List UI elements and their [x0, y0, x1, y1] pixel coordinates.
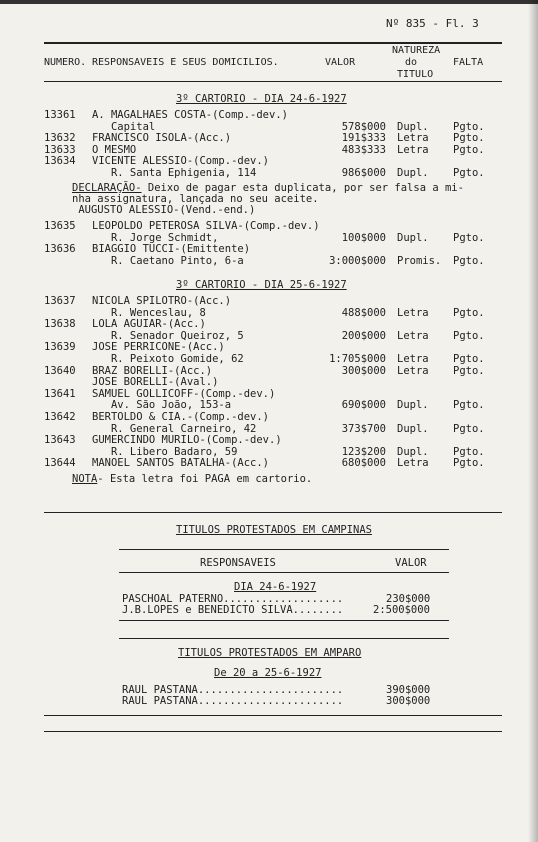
entry-natureza: Dupl.: [397, 231, 429, 244]
campinas-row-1-valor: 230$000: [386, 593, 431, 605]
campinas-col-responsaveis: RESPONSAVEIS: [200, 557, 276, 569]
entry-text: SAMUEL GOLLICOFF-(Comp.-dev.): [92, 387, 276, 400]
entry-number: 13640: [44, 364, 76, 377]
entry-text: GUMERCINDO MURILO-(Comp.-dev.): [92, 434, 282, 447]
entry-number: 13632: [44, 132, 76, 145]
amparo-date: De 20 a 25-6-1927: [214, 667, 322, 679]
entry-natureza: Promis.: [397, 254, 442, 267]
entry-natureza: Letra: [397, 353, 429, 365]
page-edge-shadow: [528, 0, 538, 842]
campinas-row-1: PASCHOAL PATERNO...................: [122, 593, 344, 605]
entry-falta: Pgto.: [453, 422, 485, 435]
entry-text: A. MAGALHAES COSTA-(Comp.-dev.): [92, 109, 288, 121]
entry-text: R. Peixoto Gomide, 62: [92, 353, 244, 365]
entry-falta: Pgto.: [453, 132, 485, 145]
entry-text: FRANCISCO ISOLA-(Acc.): [92, 132, 232, 145]
bottom-rule-1: [44, 715, 502, 716]
entry-natureza: Letra: [397, 364, 429, 377]
entry-natureza: Dupl.: [397, 167, 429, 179]
entry-valor: 483$333: [341, 143, 386, 156]
entry-natureza: Letra: [397, 457, 429, 470]
entry-valor: 690$000: [341, 399, 386, 412]
entry-falta: Pgto.: [453, 353, 485, 365]
entry-valor: 578$000: [341, 120, 386, 133]
entry-falta: Pgto.: [453, 306, 485, 319]
entry-text: R. Senador Queiroz, 5: [92, 329, 244, 342]
entry-text: R. Wenceslau, 8: [92, 306, 206, 319]
entry-valor: 300$000: [341, 364, 386, 377]
entry-text: Capital: [92, 120, 156, 133]
entry-natureza: Letra: [397, 132, 429, 145]
entry-number: 13643: [44, 434, 76, 447]
entry-text: LOLA AGUIAR-(Acc.): [92, 318, 206, 331]
entry-natureza: Dupl.: [397, 422, 429, 435]
entry-valor: 1:705$000: [329, 353, 386, 365]
header-responsaveis: RESPONSAVEIS E SEUS DOMICILIOS.: [92, 57, 279, 68]
amparo-row-1-valor: 390$000: [386, 684, 431, 696]
amparo-top-rule: [119, 638, 449, 639]
nota-label: NOTA: [72, 473, 98, 485]
amparo-row-1: RAUL PASTANA.......................: [122, 684, 344, 696]
entry-text: R. Caetano Pinto, 6-a: [92, 254, 244, 267]
campinas-header-rule: [119, 572, 449, 573]
campinas-row-2: J.B.LOPES e BENEDICTO SILVA........: [122, 604, 344, 616]
entry-valor: 488$000: [341, 306, 386, 319]
header-valor: VALOR: [325, 57, 356, 68]
header-numero: NUMERO.: [44, 57, 87, 68]
entry-text: JOSE BORELLI-(Aval.): [92, 376, 219, 389]
entry-text: R. Jorge Schmidt,: [92, 231, 219, 244]
entry-text: MANOEL SANTOS BATALHA-(Acc.): [92, 457, 270, 470]
section-title-25-6: 3º CARTORIO - DIA 25-6-1927: [176, 279, 347, 291]
entry-valor: 100$000: [341, 231, 386, 244]
section-title-24-6: 3º CARTORIO - DIA 24-6-1927: [176, 93, 347, 105]
entry-text: BERTOLDO & CIA.-(Comp.-dev.): [92, 411, 270, 423]
nota-line: [72, 474, 312, 485]
entry-valor: 3:000$000: [329, 254, 386, 267]
entry-text: BRAZ BORELLI-(Acc.): [92, 364, 213, 377]
entry-text: NICOLA SPILOTRO-(Acc.): [92, 295, 232, 307]
entry-text: BIAGGIO TUCCI-(Emittente): [92, 243, 251, 256]
header-falta: FALTA: [453, 57, 484, 68]
entry-text: VICENTE ALESSIO-(Comp.-dev.): [92, 155, 270, 168]
entry-falta: Pgto.: [453, 329, 485, 342]
entry-text: LEOPOLDO PETEROSA SILVA-(Comp.-dev.): [92, 220, 320, 232]
entry-natureza: Letra: [397, 143, 429, 156]
entry-text: R. Libero Badaro, 59: [92, 445, 238, 458]
entry-valor: 373$700: [341, 422, 386, 435]
entry-falta: Pgto.: [453, 143, 485, 156]
entry-valor: 680$000: [341, 457, 386, 470]
page-reference: Nº 835 - Fl. 3: [386, 17, 479, 30]
entry-falta: Pgto.: [453, 120, 485, 133]
declaracao-text-1: Deixo de pagar esta duplicata, por ser falsa a mi-: [141, 182, 464, 194]
header-natureza-1: NATUREZA: [392, 45, 441, 56]
entry-natureza: Letra: [397, 329, 429, 342]
campinas-top-rule: [119, 549, 449, 550]
declaracao-line-2: nha assignatura, lançada no seu aceite.: [72, 193, 319, 205]
entry-valor: 123$200: [341, 445, 386, 458]
bottom-rule-2: [44, 731, 502, 732]
entry-natureza: Letra: [397, 306, 429, 319]
entry-number: 13638: [44, 318, 76, 331]
entry-valor: 986$000: [341, 167, 386, 179]
header-natureza-3: TITULO: [397, 69, 434, 80]
header-top-rule: [44, 42, 502, 44]
entry-falta: Pgto.: [453, 167, 485, 179]
entry-number: 13634: [44, 155, 76, 168]
entry-natureza: Dupl.: [397, 120, 429, 133]
entry-number: 13639: [44, 341, 76, 354]
entry-number: 13636: [44, 243, 76, 256]
entry-text: R. General Carneiro, 42: [92, 422, 257, 435]
mid-rule: [44, 512, 502, 513]
amparo-row-2: RAUL PASTANA.......................: [122, 695, 344, 707]
entry-number: 13641: [44, 387, 76, 400]
amparo-row-2-valor: 300$000: [386, 695, 431, 707]
campinas-date: DIA 24-6-1927: [234, 581, 317, 593]
amparo-title: TITULOS PROTESTADOS EM AMPARO: [178, 647, 362, 659]
entry-number: 13633: [44, 143, 76, 156]
header-natureza-2: do: [405, 57, 418, 68]
entry-number: 13635: [44, 220, 76, 232]
declaracao-label: DECLARAÇÃO-: [72, 182, 142, 194]
declaracao-line-3: AUGUSTO ALESSIO-(Vend.-end.): [72, 204, 256, 216]
entry-falta: Pgto.: [453, 364, 485, 377]
entry-text: Av. São João, 153-a: [92, 399, 232, 412]
entry-falta: Pgto.: [453, 445, 485, 458]
entry-text: O MESMO: [92, 143, 137, 156]
entry-falta: Pgto.: [453, 399, 485, 412]
entry-text: JOSE PERRICONE-(Acc.): [92, 341, 225, 354]
entry-number: 13644: [44, 457, 76, 470]
entry-falta: Pgto.: [453, 457, 485, 470]
entry-valor: 200$000: [341, 329, 386, 342]
nota-text: - Esta letra foi PAGA em cartorio.: [97, 473, 313, 485]
entry-number: 13642: [44, 411, 76, 423]
entry-natureza: Dupl.: [397, 445, 429, 458]
top-edge: [0, 0, 538, 4]
entry-number: 13361: [44, 109, 76, 121]
entry-falta: Pgto.: [453, 231, 485, 244]
campinas-title: TITULOS PROTESTADOS EM CAMPINAS: [176, 524, 372, 536]
header-bottom-rule: [44, 81, 502, 82]
campinas-bottom-rule: [119, 620, 449, 621]
entry-falta: Pgto.: [453, 254, 485, 267]
campinas-row-2-valor: 2:500$000: [373, 604, 430, 616]
entry-text: R. Santa Ephigenia, 114: [92, 167, 257, 179]
entry-natureza: Dupl.: [397, 399, 429, 412]
campinas-col-valor: VALOR: [395, 557, 427, 569]
entry-number: 13637: [44, 295, 76, 307]
entry-valor: 191$333: [341, 132, 386, 145]
